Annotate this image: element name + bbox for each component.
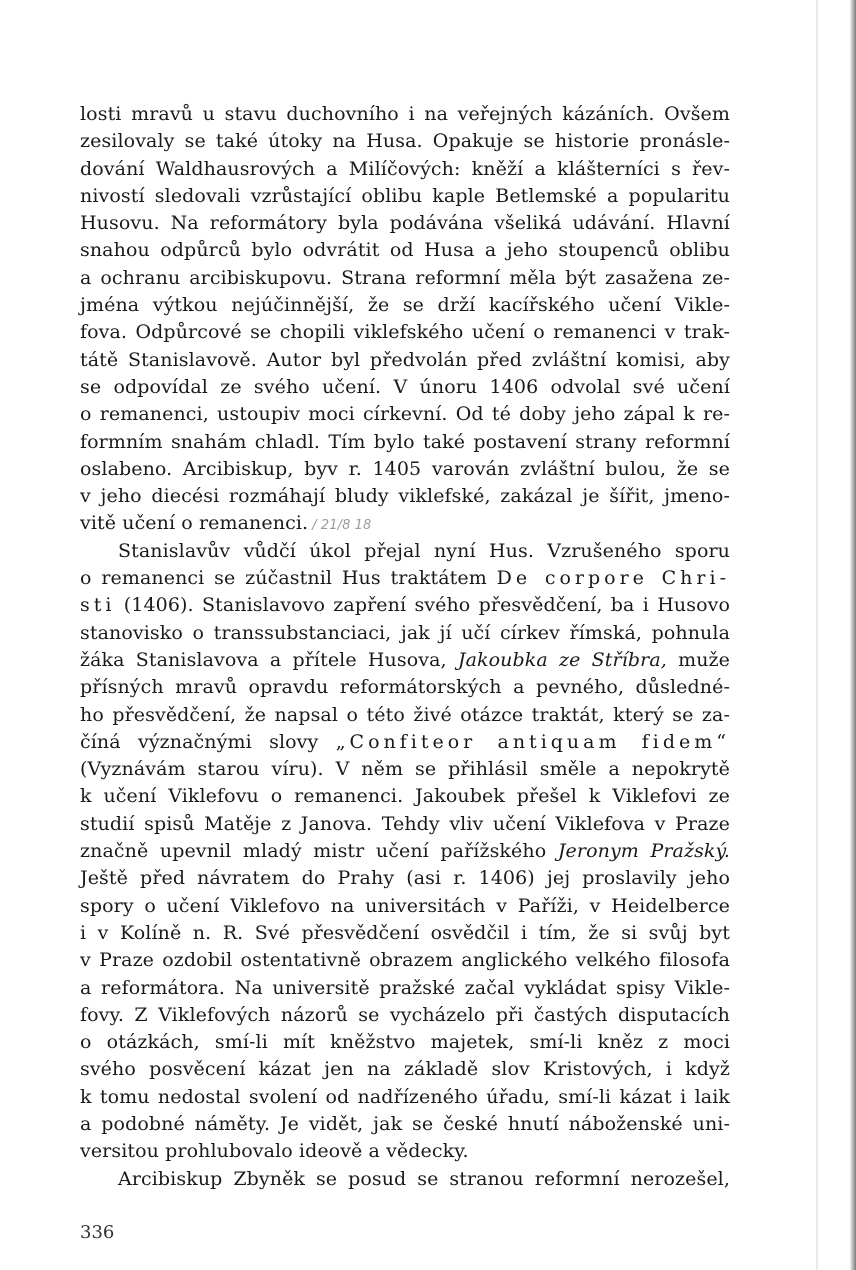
text-line: fovy. Z Viklefových názorů se vycházelo při častých disputacích — [80, 1003, 730, 1026]
text-fragment: (1406). Stanislavovo zapření svého přesvědčení, ba i Husovo — [123, 594, 731, 617]
work-title: De corpore Chri- — [496, 567, 730, 590]
handwritten-margin-note: / 21/8 18 — [312, 518, 372, 534]
work-title: sti — [80, 594, 116, 617]
text-line: losti mravů u stavu duchovního i na veřejných kázáních. Ovšem — [80, 103, 730, 125]
text-line: o otázkách, smí-li mít kněžstvo majetek, smí-li kněz z moci — [80, 1031, 730, 1054]
text-line: zesilovaly se také útoky na Husa. Opakuje se historie pronásle- — [80, 130, 730, 153]
text-fragment: značně upevnil mladý mistr učení pařížského — [80, 840, 547, 863]
text-line: nivostí sledovali vzrůstající oblibu kaple Betlemské a popularitu — [80, 184, 730, 207]
text-line: o remanenci, ustoupiv moci církevní. Od té doby jeho zápal k re- — [80, 403, 730, 426]
text-line: fova. Odpůrcové se chopili viklefského učení o remanenci v trak- — [80, 321, 730, 344]
text-line: formním snahám chladl. Tím bylo také postavení strany reformní — [80, 430, 730, 453]
text-line — [80, 729, 730, 756]
text-line: jména výtkou nejúčinnější, že se drží kacířského učení Vikle- — [80, 294, 730, 317]
text-line: k tomu nedostal svolení od nadřízeného úřadu, smí-li kázat i laik — [80, 1085, 730, 1108]
page-edge — [850, 0, 856, 1270]
text-line: versitou prohlubovalo ideově a vědecky. — [80, 1140, 469, 1163]
text-line — [80, 565, 730, 592]
text-line: Stanislavův vůdčí úkol přejal nyní Hus. Vzrušeného sporu — [118, 539, 730, 562]
page-fold-shadow — [816, 0, 818, 1270]
text-line: snahou odpůrců bylo odvrátit od Husa a jeho stoupenců oblibu — [80, 239, 730, 262]
text-line: stanovisko o transsubstanciaci, jak jí učí církev římská, pohnula — [80, 621, 730, 644]
text-line: Arcibiskup Zbyněk se posud se stranou reformní nerozešel, — [118, 1167, 730, 1190]
text-line: spory o učení Viklefovo na universitách v Paříži, v Heidelberce — [80, 894, 730, 917]
text-line: oslabeno. Arcibiskup, byv r. 1405 varován zvláštní bulou, že se — [80, 457, 730, 480]
text-line: tátě Stanislavově. Autor byl předvolán před zvláštní komisi, aby — [80, 348, 730, 371]
text-line — [80, 510, 730, 537]
text-line: studií spisů Matěje z Janova. Tehdy vliv učení Viklefova v Praze — [80, 812, 730, 835]
text-fragment: o remanenci se zúčastnil Hus traktátem — [80, 567, 487, 590]
text-fragment: žáka Stanislavova a přítele Husova, — [80, 648, 447, 671]
text-line: ho přesvědčení, že napsal o této živé otázce traktát, který se za- — [80, 703, 730, 726]
text-line — [80, 647, 730, 674]
page-number: 336 — [80, 1222, 115, 1243]
text-fragment: číná význačnými slovy — [80, 730, 319, 753]
text-fragment: vitě učení o remanenci. — [80, 512, 309, 535]
text-line: Husovu. Na reformátory byla podávána všeliká udávání. Hlavní — [80, 212, 730, 235]
text-line: (Vyznávám starou víru). V něm se přihlásil směle a nepokrytě — [80, 758, 730, 781]
text-line — [80, 838, 730, 865]
text-line: v jeho diecési rozmáhají bludy viklefské, zakázal je šířit, jmeno- — [80, 485, 730, 508]
text-line: přísných mravů opravdu reformátorských a pevného, důsledné- — [80, 676, 730, 699]
text-line — [80, 592, 730, 619]
text-line: se odpovídal ze svého učení. V únoru 1406 odvolal své učení — [80, 375, 730, 398]
person-name: Jakoubka ze Stříbra, — [457, 648, 667, 671]
text-line: i v Kolíně n. R. Své přesvědčení osvědčil i tím, že si svůj byt — [80, 921, 730, 944]
quoted-title: „Confiteor antiquam fidem“ — [335, 730, 730, 753]
text-line: a ochranu arcibiskupovu. Strana reformní měla být zasažena ze- — [80, 266, 730, 289]
text-line: Ještě před návratem do Prahy (asi r. 1406) jej proslavily jeho — [80, 867, 730, 890]
text-line: a reformátora. Na universitě pražské začal vykládat spisy Vikle- — [80, 976, 730, 999]
body-text — [80, 101, 730, 1193]
text-line: dování Waldhausrových a Milíčových: kněží a klášterníci s řev- — [80, 157, 730, 180]
text-fragment: muže — [678, 648, 731, 671]
text-line: k učení Viklefovu o remanenci. Jakoubek přešel k Viklefovi ze — [80, 785, 730, 808]
text-line: v Praze ozdobil ostentativně obrazem anglického velkého filosofa — [80, 949, 730, 972]
text-line: a podobné náměty. Je vidět, jak se české hnutí náboženské uni- — [80, 1112, 730, 1135]
text-line: svého posvěcení kázat jen na základě slov Kristových, i když — [80, 1058, 730, 1081]
person-name: Jeronym Pražský. — [557, 840, 730, 863]
